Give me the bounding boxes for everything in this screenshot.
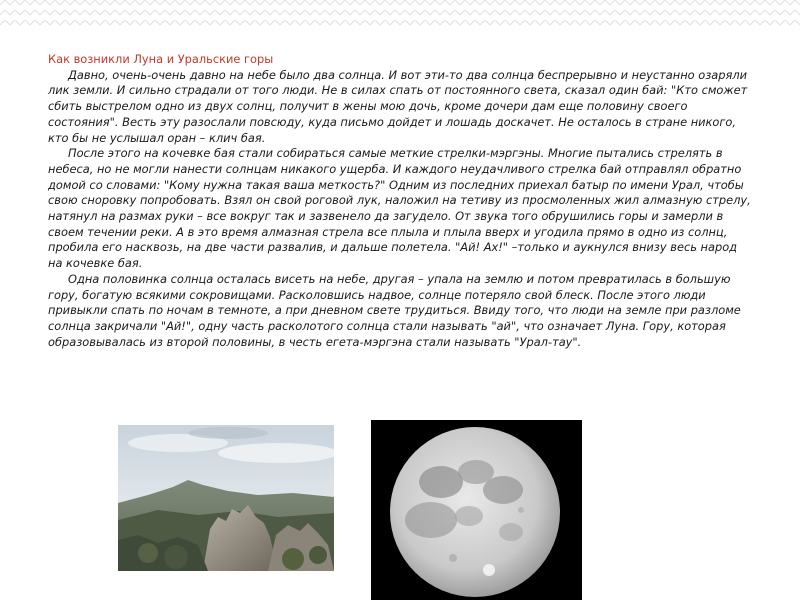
decorative-top-pattern xyxy=(0,0,800,40)
paragraph-2: После этого на кочевке бая стали собираться самые меткие стрелки-мэргэны. Многие пытались стрелять в небеса, но не могли нанести солнцам никакого ущерба. И каждого неудачливого стрелка бай отправлял обратно домой со словами: "Кому нужна такая ваша меткость?" Одним из последних приехал батыр по имени Урал, чтобы свою сноровку попробовать. Взял он свой роговой лук, наложил на тетиву из просмоленных жил алмазную стрелу, натянул на размах руки – все вокруг так и зазвенело да загудело. От звука того обрушились горы и замерли в своем течении реки. А в это время алмазная стрела все плыла и плыла вверх и угодила прямо в одно из солнц, пробила его насквозь, на две части развалив, и дальше полетела. "Ай! Ах!" –только и аукнулся внизу весь народ на кочевке бая. xyxy=(48,146,751,271)
paragraph-3: Одна половинка солнца осталась висеть на небе, другая – упала на землю и потом превратилась в большую гору, богатую всякими сокровищами. Расколовшись надвое, солнце потеряло свой блеск. После этого люди привыкли спать по ночам в темноте, а при дневном свете трудиться. Ввиду того, что люди на земле при разломе солнца закричали "Ай!", одну часть расколотого солнца стали называть "ай", что означает Луна. Гору, которая образовывалась из второй половины, в честь егета-мэргэна стали называть "Урал-тау". xyxy=(48,271,741,349)
story-text xyxy=(48,52,753,350)
paragraph-1: Давно, очень-очень давно на небе было два солнца. И вот эти-то два солнца беспрерывно и неустанно озаряли лик земли. И сильно страдали от того люди. Не в силах спать от постоянного света, сказал один бай: "Кто сможет сбить выстрелом одно из двух солнц, получит в жены мою дочь, кроме дочери дам еще половину своего состояния". Весть эту разослали повсюду, куда письмо дойдет и лошадь доскачет. Не осталось в стране никого, кто бы не услышал оран – клич бая. xyxy=(48,67,748,145)
document-title: Как возникли Луна и Уральские горы xyxy=(48,52,274,66)
moon-photo xyxy=(371,420,582,600)
mountains-photo xyxy=(118,425,334,571)
